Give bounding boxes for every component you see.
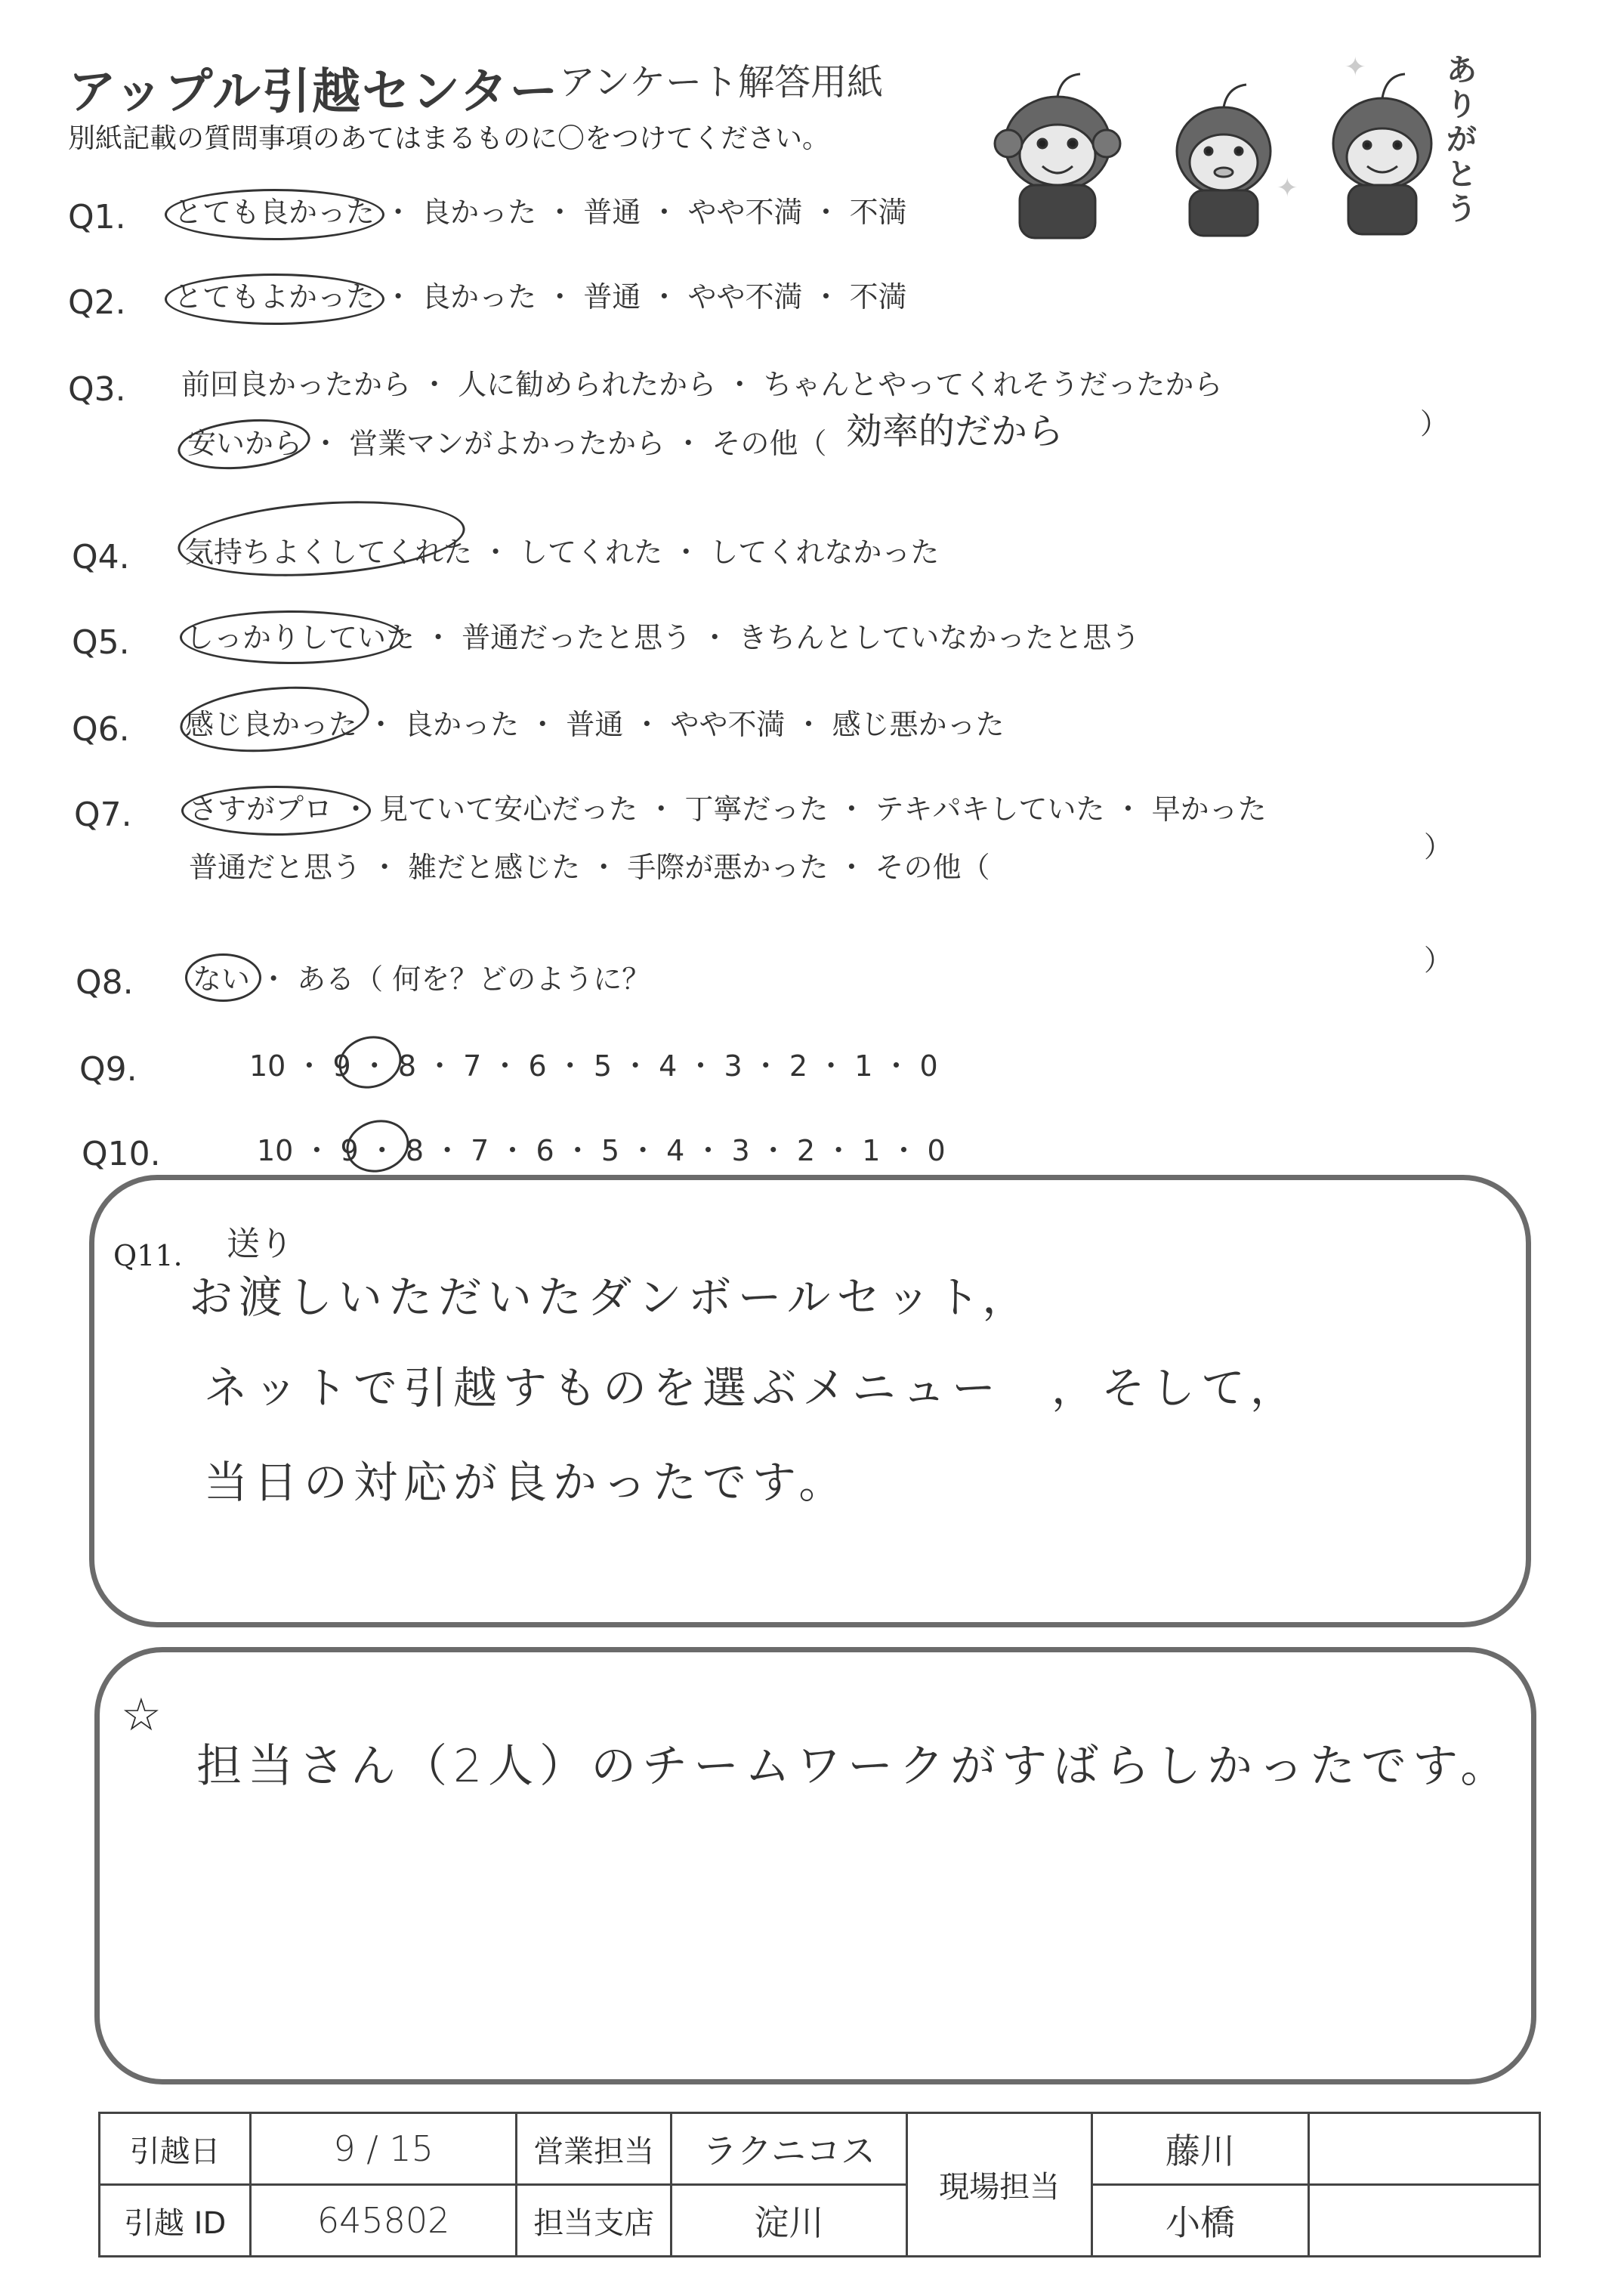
site-label: 現場担当 [906, 2113, 1092, 2257]
sales-value: ラクニコス [672, 2113, 906, 2185]
site-extra-cell [1308, 2185, 1539, 2257]
answer-circle [178, 679, 372, 759]
q3-options-line1: 前回良かったから ・ 人に勧められたから ・ ちゃんとやってくれそうだったから [181, 368, 1223, 401]
q8-options: ない ・ ある（ 何を？どのように？ [193, 963, 651, 996]
q3-close-paren: ） [1420, 407, 1450, 440]
q7-label: Q7. [74, 796, 132, 834]
sparkle-icon: ✦ [1345, 52, 1366, 82]
mascot-monkey-middle [1177, 85, 1270, 236]
q10-scale: 10 ・ 9 ・ 8 ・ 7 ・ 6 ・ 5 ・ 4 ・ 3 ・ 2 ・ 1 ・ 0 [257, 1134, 946, 1167]
move-id-label: 引越 ID [100, 2185, 251, 2257]
q4-label: Q4. [72, 538, 130, 576]
sales-label: 営業担当 [517, 2113, 672, 2185]
answer-circle [175, 493, 468, 585]
q2-label: Q2. [68, 283, 126, 322]
page-subtitle: アンケート解答用紙 [559, 61, 884, 104]
q3-handwritten-other: 効率的だから [846, 410, 1064, 453]
q5-options: しっかりしていた ・ 普通だったと思う ・ きちんとしていなかったと思う [185, 621, 1141, 654]
q8-close-paren: ） [1424, 944, 1453, 977]
footer-table [98, 2112, 1541, 2257]
q6-label: Q6. [72, 710, 130, 749]
answer-circle [341, 1113, 415, 1179]
q11-line1: お渡しいただいたダンボールセット， [189, 1272, 1033, 1323]
site-value-1: 藤川 [1092, 2113, 1308, 2185]
q3-options-line2: 安いから ・ 営業マンがよかったから ・ その他（ [187, 427, 827, 460]
move-id-value: 645802 [251, 2185, 517, 2257]
q1-label: Q1. [68, 198, 126, 236]
q8-label: Q8. [76, 963, 134, 1002]
q11-line2: ネットで引越すものを選ぶメニュー ，そして， [204, 1362, 1300, 1414]
page-title: アップル引越センター [68, 64, 560, 120]
q11-line3: 当日の対応が良かったです。 [204, 1457, 849, 1508]
q4-options: 気持ちよくしてくれた ・ してくれた ・ してくれなかった [185, 536, 940, 569]
instruction-text: 別紙記載の質問事項のあてはまるものに〇をつけてください。 [68, 123, 830, 154]
branch-value: 淀川 [672, 2185, 906, 2257]
site-extra-cell [1308, 2113, 1539, 2185]
site-value-2: 小橋 [1092, 2185, 1308, 2257]
branch-label: 担当支店 [517, 2185, 672, 2257]
thanks-text: ありがとう [1446, 53, 1477, 227]
comment-box [94, 1647, 1536, 2084]
q7-options-line2: 普通だと思う ・ 雑だと感じた ・ 手際が悪かった ・ その他（ [189, 851, 990, 884]
answer-circle [165, 273, 384, 325]
answer-circle [185, 953, 261, 1002]
q11-label: Q11. [113, 1239, 183, 1272]
q9-scale: 10 ・ 9 ・ 8 ・ 7 ・ 6 ・ 5 ・ 4 ・ 3 ・ 2 ・ 1 ・ 0 [249, 1049, 938, 1083]
q6-options: 感じ良かった ・ 良かった ・ 普通 ・ やや不満 ・ 感じ悪かった [185, 708, 1005, 741]
mascot-monkey-left [995, 74, 1120, 238]
star-icon: ☆ [121, 1689, 162, 1741]
q1-options: とても良かった ・ 良かった ・ 普通 ・ やや不満 ・ 不満 [174, 196, 907, 229]
q7-options-line1: さすがプロ ・ 見ていて安心だった ・ 丁寧だった ・ テキパキしていた ・ 早かった [189, 793, 1267, 826]
q10-label: Q10. [82, 1135, 161, 1173]
q9-label: Q9. [79, 1050, 137, 1089]
answer-circle [181, 786, 371, 836]
q3-label: Q3. [68, 370, 126, 409]
mascot-monkey-right [1333, 74, 1431, 234]
mascot-illustration [974, 45, 1465, 242]
q5-label: Q5. [72, 623, 130, 662]
q7-close-paren: ） [1424, 830, 1453, 864]
answer-circle [180, 610, 403, 664]
q2-options: とてもよかった ・ 良かった ・ 普通 ・ やや不満 ・ 不満 [174, 280, 907, 314]
comment-text: 担当さん（2人）のチームワークがすばらしかったです。 [196, 1740, 1512, 1793]
answer-circle [333, 1029, 408, 1095]
move-date-value: 9 / 15 [251, 2113, 517, 2185]
sparkle-icon: ✦ [1277, 173, 1298, 203]
q11-correction: 送り [227, 1225, 293, 1263]
answer-circle [165, 189, 384, 240]
move-date-label: 引越日 [100, 2113, 251, 2185]
